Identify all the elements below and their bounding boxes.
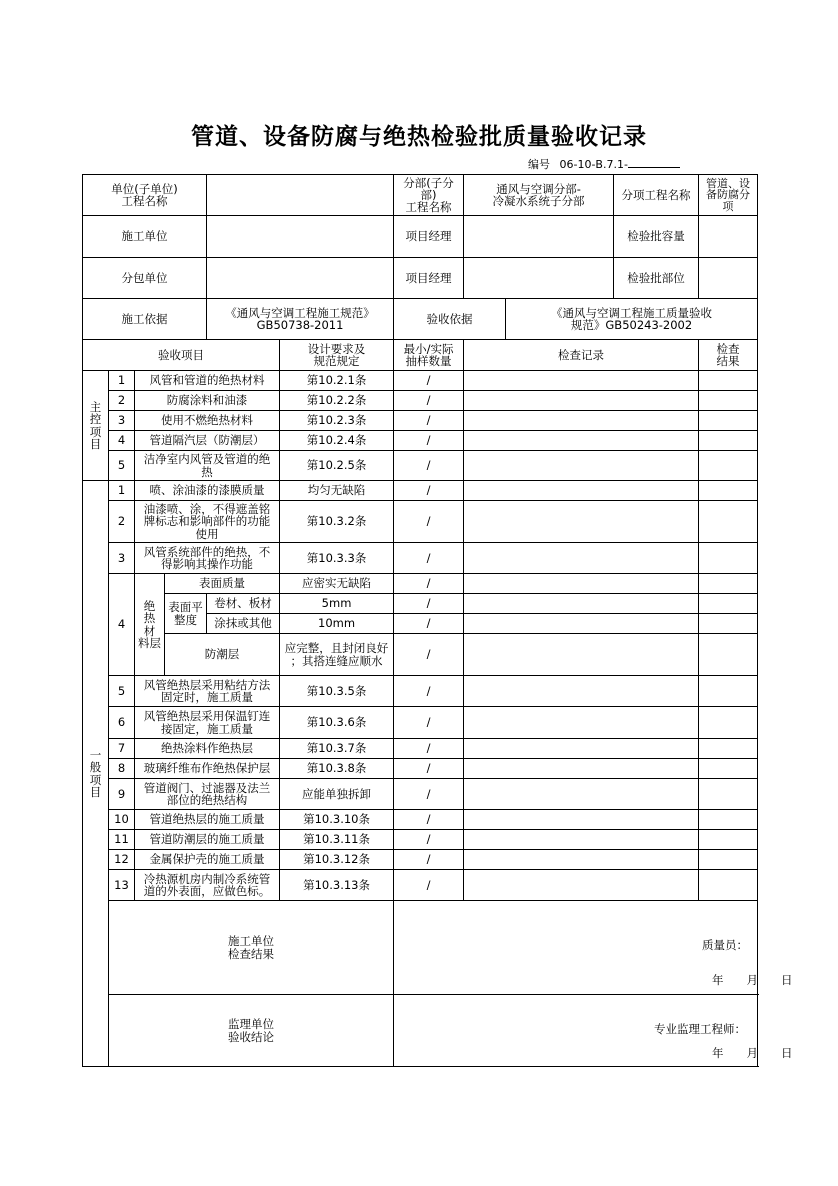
main-item-no: 3 [109, 411, 135, 431]
general-item-req: 第10.3.12条 [280, 850, 394, 870]
general-item-req: 第10.3.2条 [280, 501, 394, 543]
subcontract-field[interactable] [207, 258, 394, 299]
subitem-value: 管道、设备防腐分项 [699, 175, 758, 216]
general-item-no: 13 [109, 870, 135, 901]
col-sample-header: 最小/实际 抽样数量 [394, 340, 464, 371]
main-item-record[interactable] [464, 411, 699, 431]
general-item-record[interactable] [464, 481, 699, 501]
main-item-req: 第10.2.1条 [280, 371, 394, 391]
main-item-record[interactable] [464, 431, 699, 451]
general-item-result[interactable] [699, 614, 758, 634]
general-item-name: 风管绝热层采用保温钉连 接固定，施工质量 [135, 707, 280, 739]
general-item-sample: / [394, 676, 464, 707]
surface-quality-req: 应密实无缺陷 [280, 574, 394, 594]
main-item-result[interactable] [699, 451, 758, 481]
general-item-sample: / [394, 779, 464, 810]
batch-capacity-label: 检验批容量 [614, 216, 699, 258]
division-value: 通风与空调分部- 冷凝水系统子分部 [464, 175, 614, 216]
general-item-record[interactable] [464, 850, 699, 870]
general-item-no: 7 [109, 739, 135, 759]
general-item-name: 管道绝热层的施工质量 [135, 810, 280, 830]
main-item-sample: / [394, 451, 464, 481]
general-item-result[interactable] [699, 870, 758, 901]
general-item-name: 冷热源机房内制冷系统管 道的外表面，应做色标。 [135, 870, 280, 901]
general-item-sample: / [394, 634, 464, 676]
subcontract-label: 分包单位 [83, 258, 207, 299]
general-item-req: 第10.3.6条 [280, 707, 394, 739]
general-item-no: 6 [109, 707, 135, 739]
general-item-no: 9 [109, 779, 135, 810]
general-item-record[interactable] [464, 830, 699, 850]
main-item-sample: / [394, 431, 464, 451]
main-item-result[interactable] [699, 411, 758, 431]
general-item-result[interactable] [699, 543, 758, 574]
main-item-record[interactable] [464, 391, 699, 411]
main-item-sample: / [394, 391, 464, 411]
col-design-header: 设计要求及 规范规定 [280, 340, 394, 371]
general-item-req: 第10.3.11条 [280, 830, 394, 850]
main-item-name: 使用不燃绝热材料 [135, 411, 280, 431]
roll-board-label: 卷材、板材 [207, 594, 280, 614]
general-item-sample: / [394, 481, 464, 501]
page-title: 管道、设备防腐与绝热检验批质量验收记录 [191, 123, 647, 150]
general-item-record[interactable] [464, 759, 699, 779]
general-item-sample: / [394, 501, 464, 543]
construct-unit-label: 施工单位 [83, 216, 207, 258]
qc-label: 质量员： [702, 938, 749, 952]
general-item-no: 4 [109, 574, 135, 676]
moisture-layer-req: 应完整，且封闭良好 ；其搭连缝应顺水 [280, 634, 394, 676]
main-item-name: 防腐涂料和油漆 [135, 391, 280, 411]
general-item-req: 第10.3.8条 [280, 759, 394, 779]
general-item-record[interactable] [464, 614, 699, 634]
main-control-label: 主 控 项 目 [83, 371, 109, 481]
general-item-sample: / [394, 543, 464, 574]
main-item-result[interactable] [699, 371, 758, 391]
main-item-no: 5 [109, 451, 135, 481]
general-item-sample: / [394, 594, 464, 614]
general-item-record[interactable] [464, 870, 699, 901]
general-item-result[interactable] [699, 707, 758, 739]
general-item-record[interactable] [464, 676, 699, 707]
col-item-header: 验收项目 [83, 340, 280, 371]
main-item-req: 第10.2.2条 [280, 391, 394, 411]
surface-quality-label: 表面质量 [165, 574, 280, 594]
engineer-label: 专业监理工程师： [654, 1022, 747, 1036]
general-item-result[interactable] [699, 676, 758, 707]
accept-basis-label: 验收依据 [394, 299, 506, 340]
general-item-sample: / [394, 850, 464, 870]
col-record-header: 检查记录 [464, 340, 699, 371]
main-item-record[interactable] [464, 451, 699, 481]
main-item-req: 第10.2.5条 [280, 451, 394, 481]
general-item-record[interactable] [464, 810, 699, 830]
main-item-result[interactable] [699, 431, 758, 451]
unit-name-label: 单位(子单位) 工程名称 [83, 175, 207, 216]
supervisor-field[interactable] [394, 995, 793, 1067]
accept-basis-value: 《通风与空调工程施工质量验收 规范》GB50243-2002 [506, 299, 758, 340]
general-item-record[interactable] [464, 501, 699, 543]
coating-req: 10mm [280, 614, 394, 634]
general-item-result[interactable] [699, 574, 758, 594]
general-item-name: 喷、涂油漆的漆膜质量 [135, 481, 280, 501]
code-blank-field[interactable] [628, 157, 680, 168]
general-item-result[interactable] [699, 739, 758, 759]
general-item-record[interactable] [464, 634, 699, 676]
general-item-req: 第10.3.5条 [280, 676, 394, 707]
general-item-result[interactable] [699, 810, 758, 830]
general-item-result[interactable] [699, 759, 758, 779]
general-item-result[interactable] [699, 634, 758, 676]
general-item-no: 12 [109, 850, 135, 870]
unit-name-field[interactable] [207, 175, 394, 216]
general-item-record[interactable] [464, 707, 699, 739]
acceptance-form [82, 174, 793, 1067]
basis-label: 施工依据 [83, 299, 207, 340]
general-item-name: 油漆喷、涂，不得遮盖铭 牌标志和影响部件的功能 使用 [135, 501, 280, 543]
general-item-sample: / [394, 574, 464, 594]
main-item-no: 2 [109, 391, 135, 411]
general-item-record[interactable] [464, 779, 699, 810]
general-item-result[interactable] [699, 481, 758, 501]
general-item-sample: / [394, 810, 464, 830]
batch-capacity-field[interactable] [699, 216, 758, 258]
date-2: 年 月 日 [712, 1046, 793, 1060]
general-item-result[interactable] [699, 830, 758, 850]
form-code [528, 156, 680, 172]
general-item-sample: / [394, 759, 464, 779]
basis-value: 《通风与空调工程施工规范》GB50738-2011 [207, 299, 394, 340]
pm-label-2: 项目经理 [394, 258, 464, 299]
general-item-name: 风管系统部件的绝热，不 得影响其操作功能 [135, 543, 280, 574]
flatness-label: 表面平 整度 [165, 594, 207, 634]
general-item-req: 第10.3.3条 [280, 543, 394, 574]
general-item-sample: / [394, 870, 464, 901]
general-item-record[interactable] [464, 594, 699, 614]
general-item-sample: / [394, 830, 464, 850]
coating-label: 涂抹或其他 [207, 614, 280, 634]
main-item-no: 1 [109, 371, 135, 391]
subitem-label: 分项工程名称 [614, 175, 699, 216]
general-item-no: 5 [109, 676, 135, 707]
general-item-no: 11 [109, 830, 135, 850]
general-item-req: 应能单独拆卸 [280, 779, 394, 810]
main-item-req: 第10.2.4条 [280, 431, 394, 451]
general-item-result[interactable] [699, 850, 758, 870]
main-item-req: 第10.2.3条 [280, 411, 394, 431]
general-item-result[interactable] [699, 594, 758, 614]
general-item-req: 均匀无缺陷 [280, 481, 394, 501]
general-item-record[interactable] [464, 739, 699, 759]
main-item-name: 洁净室内风管及管道的绝 热 [135, 451, 280, 481]
code-value: 06-10-B.7.1- [559, 158, 628, 171]
division-label: 分部(子分部) 工程名称 [394, 175, 464, 216]
main-item-result[interactable] [699, 391, 758, 411]
main-item-name: 风管和管道的绝热材料 [135, 371, 280, 391]
moisture-layer-label: 防潮层 [165, 634, 280, 676]
main-item-name: 管道隔汽层（防潮层） [135, 431, 280, 451]
general-item-no: 2 [109, 501, 135, 543]
general-item-no: 10 [109, 810, 135, 830]
main-item-sample: / [394, 371, 464, 391]
col-result-header: 检查 结果 [699, 340, 758, 371]
batch-part-label: 检验批部位 [614, 258, 699, 299]
general-item-req: 第10.3.10条 [280, 810, 394, 830]
general-item-name: 玻璃纤维布作绝热保护层 [135, 759, 280, 779]
general-item-record[interactable] [464, 543, 699, 574]
general-item-no: 1 [109, 481, 135, 501]
general-item-sample: / [394, 739, 464, 759]
main-item-no: 4 [109, 431, 135, 451]
general-item-name: 绝热涂料作绝热层 [135, 739, 280, 759]
code-label: 编号 [528, 158, 550, 171]
general-item-sample: / [394, 614, 464, 634]
main-item-record[interactable] [464, 371, 699, 391]
construct-check-field[interactable] [394, 901, 793, 995]
roll-board-req: 5mm [280, 594, 394, 614]
general-item-req: 第10.3.7条 [280, 739, 394, 759]
general-item-no: 3 [109, 543, 135, 574]
pm-field-2[interactable] [464, 258, 614, 299]
main-item-sample: / [394, 411, 464, 431]
general-item-sample: / [394, 707, 464, 739]
pm-label: 项目经理 [394, 216, 464, 258]
general-item-record[interactable] [464, 574, 699, 594]
general-item-name: 金属保护壳的施工质量 [135, 850, 280, 870]
general-item-label: 一 般 项 目 [83, 481, 109, 1067]
general-item-name: 管道阀门、过滤器及法兰 部位的绝热结构 [135, 779, 280, 810]
general-item-name: 风管绝热层采用粘结方法 固定时，施工质量 [135, 676, 280, 707]
general-item-req: 第10.3.13条 [280, 870, 394, 901]
general-item-name: 管道防潮层的施工质量 [135, 830, 280, 850]
batch-part-field[interactable] [699, 258, 758, 299]
general-item-result[interactable] [699, 779, 758, 810]
general-item-result[interactable] [699, 501, 758, 543]
general-item-no: 8 [109, 759, 135, 779]
insulation-layer-label: 绝 热 材 料层 [135, 574, 165, 676]
date-1: 年 月 日 [712, 973, 793, 987]
pm-field[interactable] [464, 216, 614, 258]
construct-unit-field[interactable] [207, 216, 394, 258]
construct-check-label: 施工单位 检查结果 [109, 901, 394, 995]
supervisor-label: 监理单位 验收结论 [109, 995, 394, 1067]
